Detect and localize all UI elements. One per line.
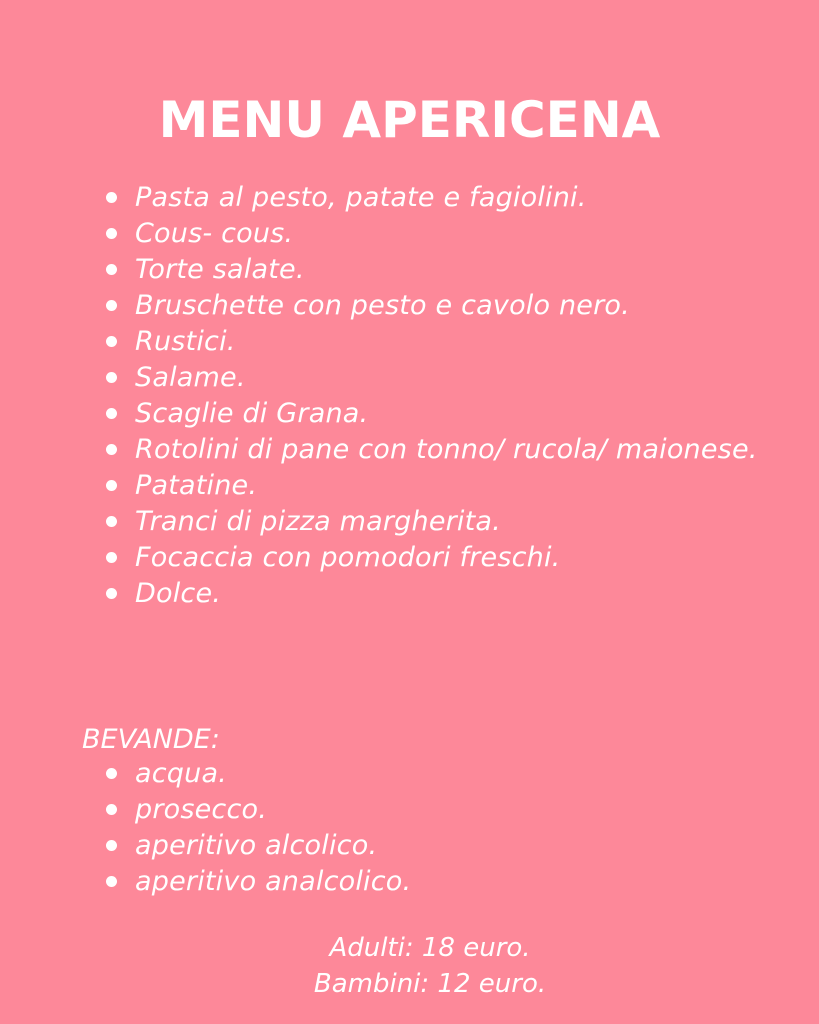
food-item-label: Rotolini di pane con tonno/ rucola/ maionese.: [135, 434, 758, 465]
food-item-label: Dolce.: [135, 578, 222, 609]
bullet-icon: [106, 444, 117, 455]
list-item: [106, 216, 766, 252]
list-item: [106, 288, 766, 324]
drink-item-label: acqua.: [135, 758, 227, 789]
bullet-icon: [106, 408, 117, 419]
food-item-label: Salame.: [135, 362, 246, 393]
list-item: [106, 252, 766, 288]
list-item: [106, 864, 766, 900]
bullet-icon: [106, 480, 117, 491]
bullet-icon: [106, 840, 117, 851]
drink-item-label: prosecco.: [135, 794, 268, 825]
list-item: [106, 432, 766, 468]
food-item-label: Torte salate.: [135, 254, 305, 285]
drink-item-label: aperitivo alcolico.: [135, 830, 378, 861]
food-item-label: Bruschette con pesto e cavolo nero.: [135, 290, 630, 321]
bullet-icon: [106, 768, 117, 779]
menu-title: MENU APERICENA: [158, 91, 661, 149]
food-item-label: Cous- cous.: [135, 218, 294, 249]
bullet-icon: [106, 372, 117, 383]
price-block: [220, 930, 640, 1002]
drink-item-label: aperitivo analcolico.: [135, 866, 412, 897]
list-item: [106, 792, 766, 828]
list-item: [106, 468, 766, 504]
bullet-icon: [106, 228, 117, 239]
food-item-label: Patatine.: [135, 470, 258, 501]
drinks-list: [106, 756, 766, 900]
food-item-label: Rustici.: [135, 326, 236, 357]
list-item: [106, 396, 766, 432]
food-list: [106, 180, 766, 612]
list-item: [106, 756, 766, 792]
list-item: [106, 324, 766, 360]
list-item: [106, 828, 766, 864]
bullet-icon: [106, 300, 117, 311]
bullet-icon: [106, 264, 117, 275]
list-item: [106, 540, 766, 576]
bullet-icon: [106, 516, 117, 527]
bullet-icon: [106, 192, 117, 203]
bullet-icon: [106, 804, 117, 815]
drinks-heading: BEVANDE:: [82, 724, 220, 755]
adult-price: Adulti: 18 euro.: [329, 933, 531, 963]
bullet-icon: [106, 876, 117, 887]
bullet-icon: [106, 336, 117, 347]
bullet-icon: [106, 552, 117, 563]
food-item-label: Tranci di pizza margherita.: [135, 506, 501, 537]
list-item: [106, 360, 766, 396]
list-item: [106, 180, 766, 216]
child-price: Bambini: 12 euro.: [313, 969, 547, 999]
food-item-label: Pasta al pesto, patate e fagiolini.: [135, 182, 587, 213]
food-item-label: Focaccia con pomodori freschi.: [135, 542, 561, 573]
list-item: [106, 504, 766, 540]
food-item-label: Scaglie di Grana.: [135, 398, 369, 429]
bullet-icon: [106, 588, 117, 599]
list-item: [106, 576, 766, 612]
